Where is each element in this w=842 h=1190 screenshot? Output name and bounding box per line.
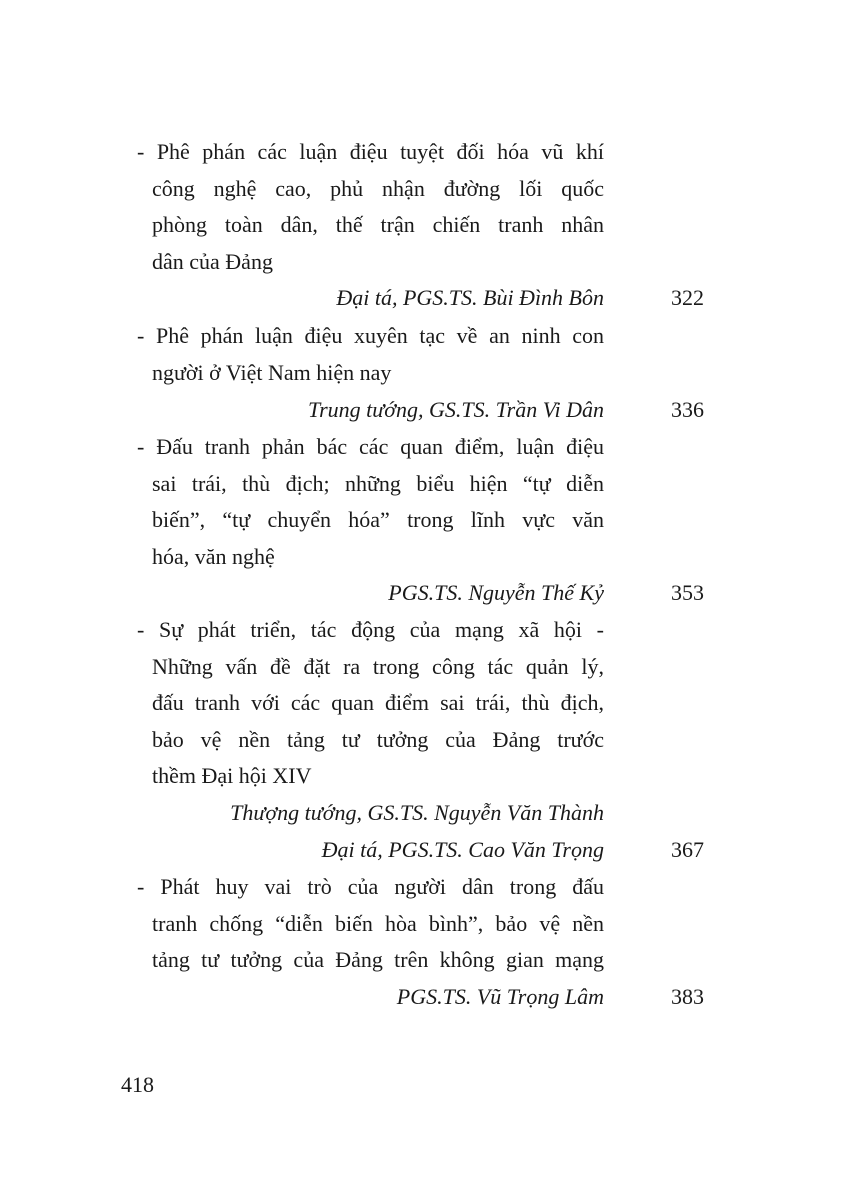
entry-page-number: 322 — [671, 285, 704, 310]
title-line: biến”, “tự chuyển hóa” trong lĩnh vực văn — [152, 507, 604, 532]
entry-author: Đại tá, PGS.TS. Bùi Đình Bôn — [336, 285, 604, 310]
entry-author: Trung tướng, GS.TS. Trần Vi Dân — [308, 397, 604, 422]
title-line: sai trái, thù địch; những biểu hiện “tự diễn — [152, 470, 604, 496]
title-line: thềm Đại hội XIV — [152, 763, 312, 788]
entry-title — [137, 318, 604, 391]
title-line: - Phê phán các luận điệu tuyệt đối hóa vũ khí — [137, 139, 604, 164]
title-line: phòng toàn dân, thế trận chiến tranh nhân — [152, 212, 604, 237]
entry-page-number: 353 — [671, 580, 704, 605]
title-line: tranh chống “diễn biến hòa bình”, bảo vệ nền — [152, 910, 604, 936]
title-line: - Sự phát triển, tác động của mạng xã hội - — [137, 617, 604, 642]
entry-author: Thượng tướng, GS.TS. Nguyễn Văn Thành — [230, 800, 604, 825]
title-line: tảng tư tưởng của Đảng trên không gian mạng — [152, 947, 604, 972]
entry-page-number: 383 — [671, 984, 704, 1009]
entry-title — [137, 429, 604, 575]
title-line: người ở Việt Nam hiện nay — [152, 359, 392, 385]
title-line: - Phê phán luận điệu xuyên tạc về an ninh con — [137, 323, 604, 348]
entry-page-number: 336 — [671, 397, 704, 422]
entry-title — [137, 869, 604, 979]
title-line: Những vấn đề đặt ra trong công tác quản lý, — [152, 653, 604, 679]
entry-author: PGS.TS. Nguyễn Thế Kỷ — [388, 580, 604, 605]
entry-author: PGS.TS. Vũ Trọng Lâm — [396, 984, 604, 1009]
title-line: bảo vệ nền tảng tư tưởng của Đảng trước — [152, 726, 604, 752]
title-line: dân của Đảng — [152, 248, 273, 274]
title-line: - Đấu tranh phản bác các quan điểm, luận điệu — [137, 434, 604, 459]
page-number-footer: 418 — [121, 1072, 154, 1097]
entry-title — [137, 612, 604, 795]
entry-title — [137, 134, 604, 280]
title-line: hóa, văn nghệ — [152, 543, 275, 569]
title-line: - Phát huy vai trò của người dân trong đấu — [137, 874, 604, 899]
title-line: đấu tranh với các quan điểm sai trái, thù địch, — [152, 690, 604, 715]
title-line: công nghệ cao, phủ nhận đường lối quốc — [152, 175, 604, 201]
entry-author: Đại tá, PGS.TS. Cao Văn Trọng — [321, 837, 604, 862]
entry-page-number: 367 — [671, 837, 704, 862]
